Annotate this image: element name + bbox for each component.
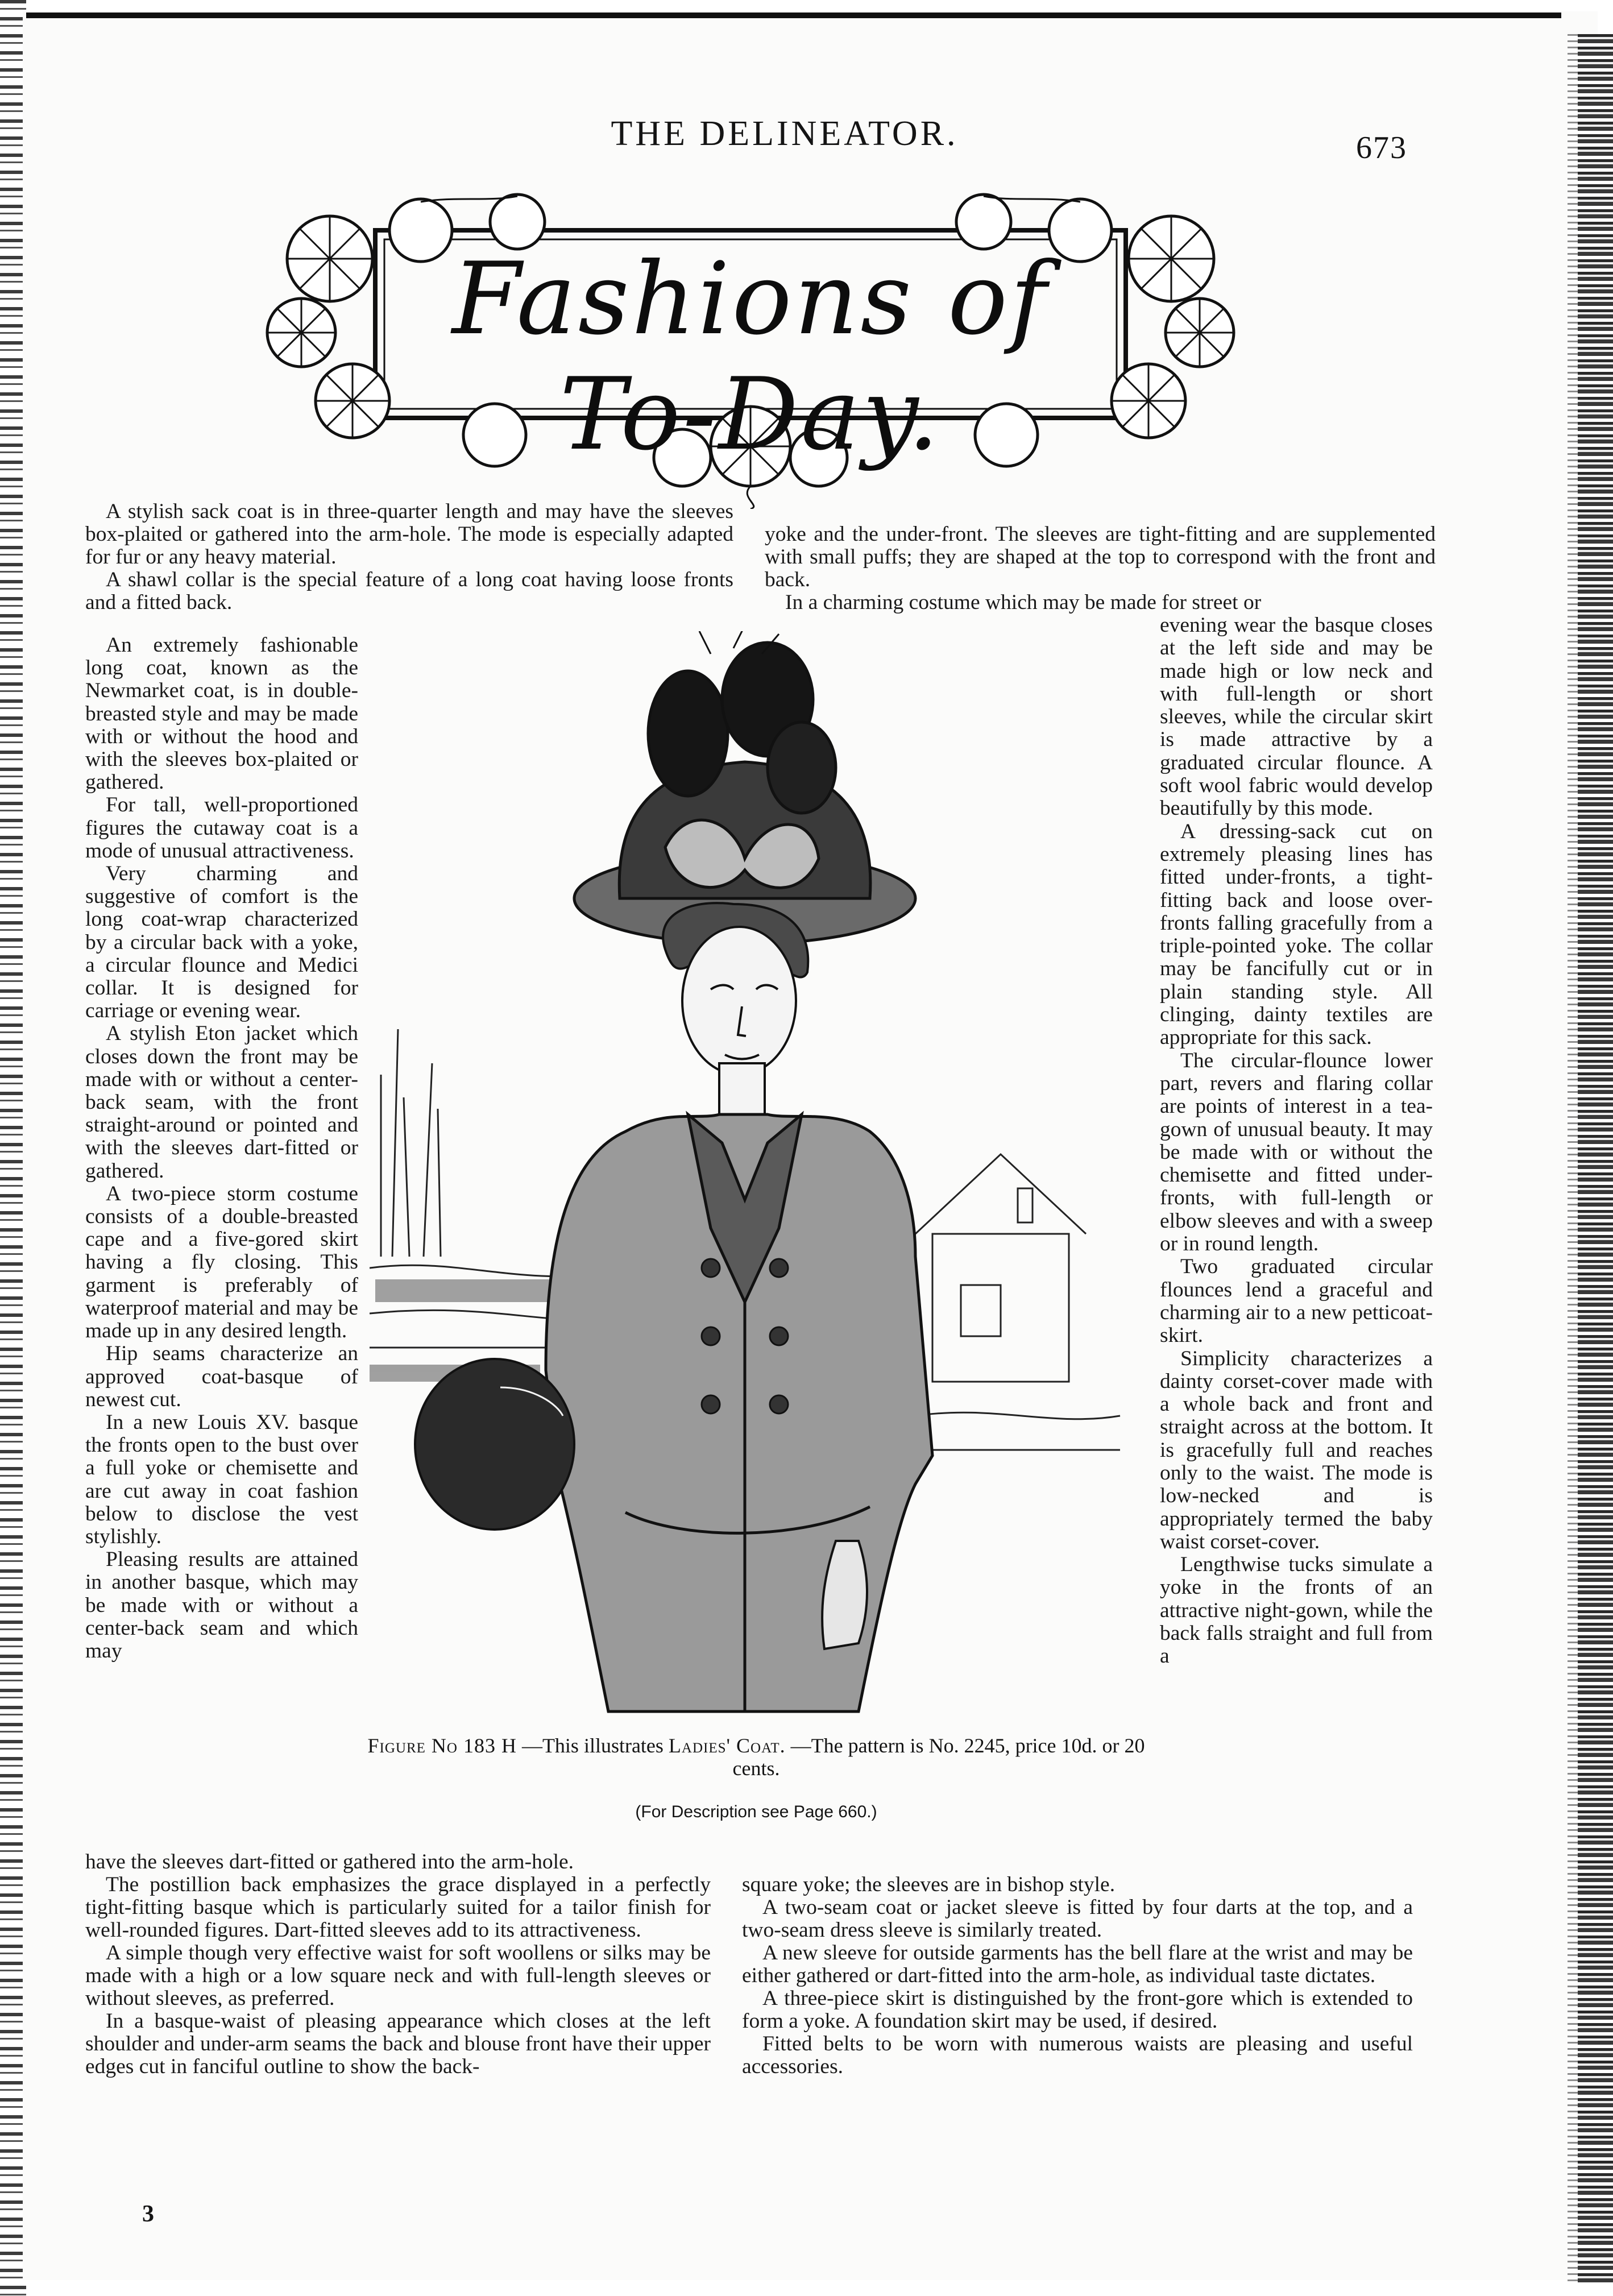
paragraph: A two-piece storm costume consists of a double-breasted cape and a five-gored skirt having a fly closing. This garment is preferably of waterproof material and may be made up in any desired length. — [85, 1182, 358, 1343]
caption-rest: —The pattern is No. 2245, price 10d. or 20 cents. — [732, 1734, 1145, 1780]
paragraph: A shawl collar is the special feature of a long coat having loose fronts and a fitted back. — [85, 568, 733, 614]
title-banner — [250, 190, 1251, 509]
paragraph: Fitted belts to be worn with numerous waists are pleasing and useful accessories. — [742, 2032, 1413, 2078]
paragraph: Two graduated circular flounces lend a graceful and charming air to a new petticoat-skirt. — [1160, 1255, 1433, 1348]
page-number: 673 — [1356, 130, 1407, 165]
printer-signature: 3 — [142, 2201, 154, 2227]
paragraph: have the sleeves dart-fitted or gathered into the arm-hole. — [85, 1850, 574, 1874]
paragraph: A stylish sack coat is in three-quarter length and may have the sleeves box-plaited or gathered into the arm-hole. The mode is especially adapted for fur or any heavy material. — [85, 500, 733, 569]
page-top-edge — [26, 13, 1561, 18]
paragraph: A stylish Eton jacket which closes down the front may be made with or without a center-back seam, with the front straight-around or pointed and with the sleeves dart-fitted or gathered. — [85, 1022, 358, 1183]
paragraph: An extremely fashionable long coat, known as the Newmarket coat, is in double-breasted style and may be made with or without the hood and with the sleeves box-plaited or gathered. — [85, 633, 358, 794]
paragraph: In a charming costume which may be made for street or — [785, 591, 1262, 614]
left-column-narrow — [85, 634, 358, 1663]
ladies-coat-figure-icon — [370, 631, 1131, 1729]
figure-caption — [353, 1734, 1160, 1780]
right-column-narrow — [1160, 614, 1433, 1668]
left-column-top — [85, 500, 733, 614]
paragraph: A new sleeve for outside garments has the bell flare at the wrist and may be either gathered or dart-fitted into the arm-hole, as individual taste dictates. — [742, 1941, 1413, 1987]
paragraph: A two-seam coat or jacket sleeve is fitted by four darts at the top, and a two-seam dress sleeve is similarly treated. — [742, 1896, 1413, 1942]
caption-label: Figure No 183 H — [367, 1734, 517, 1757]
paragraph: Hip seams characterize an approved coat-basque of newest cut. — [85, 1342, 358, 1411]
paragraph: A dressing-sack cut on extremely pleasing lines has fitted under-fronts, a tight-fitting back and loose over-fronts falling gracefully from a triple-pointed yoke. The collar may be fancifully cut or in plain standing style. All clinging, dainty textiles are appropriate for this sack. — [1160, 819, 1433, 1050]
banner-title: Fashions of To-Day. — [452, 242, 1049, 473]
left-column-bottom — [85, 1851, 711, 2078]
paragraph: square yoke; the sleeves are in bishop style. — [742, 1873, 1116, 1896]
caption-note: (For Description see Page 660.) — [635, 1802, 877, 1821]
right-column-bottom — [742, 1874, 1413, 2078]
caption-subject: Ladies' Coat. — [668, 1734, 786, 1757]
paragraph: The postillion back emphasizes the grace displayed in a perfectly tight-fitting basque which is particularly suited for a tailor finish for well-rounded figures. Dart-fitted sleeves add to its attractiveness. — [85, 1873, 711, 1942]
paragraph: Pleasing results are attained in another basque, which may be made with or without a center-back seam and which may — [85, 1548, 358, 1663]
scan-right-edge — [1578, 34, 1613, 2286]
paragraph: Very charming and suggestive of comfort is the long coat-wrap characterized by a circular back with a yoke, a circular flounce and Medici collar. It is designed for carriage or evening wear. — [85, 862, 358, 1023]
paragraph: A simple though very effective waist for soft woollens or silks may be made with a high or a low square neck and with full-length sleeves or without sleeves, as preferred. — [85, 1941, 711, 2010]
paragraph: yoke and the under-front. The sleeves are tight-fitting and are supplemented with small puffs; they are shaped at the top to correspond with the front and back. — [765, 523, 1436, 591]
paragraph: evening wear the basque closes at the left side and may be made high or low neck and with full-length or short sleeves, while the circular skirt is made attractive by a graduated circular flounce. A soft wool fabric would develop beautifully by this mode. — [1160, 614, 1433, 820]
right-column-top — [765, 523, 1436, 614]
paragraph: For tall, well-proportioned figures the cutaway coat is a mode of unusual attractiveness. — [85, 793, 358, 863]
paragraph: Simplicity characterizes a dainty corset-cover made with a whole back and front and straight across at the bottom. It is gracefully full and reaches only to the waist. The mode is low-necked and is appropriately termed the baby waist corset-cover. — [1160, 1346, 1433, 1553]
paragraph: A three-piece skirt is distinguished by the front-gore which is extended to form a yoke. A foundation skirt may be used, if desired. — [742, 1987, 1413, 2033]
paragraph: Lengthwise tucks simulate a yoke in the fronts of an attractive night-gown, while the back falls straight and full from a — [1160, 1553, 1433, 1668]
paragraph: In a new Louis XV. basque the fronts open to the bust over a full yoke or chemisette and are cut away in coat fashion below to disclose the vest stylishly. — [85, 1410, 358, 1548]
running-title: THE DELINEATOR. — [611, 114, 959, 153]
fashion-illustration — [370, 631, 1131, 1729]
caption-text: —This illustrates — [521, 1734, 664, 1757]
paragraph: In a basque-waist of pleasing appearance which closes at the left shoulder and under-arm seams the back and blouse front have their upper edges cut in fanciful outline to show the back- — [85, 2009, 711, 2078]
paragraph: The circular-flounce lower part, revers and flaring collar are points of interest in a tea-gown of unusual beauty. It may be made with or without the chemisette and fitted under-fronts, with full-length or elbow sleeves and with a sweep or in round length. — [1160, 1048, 1433, 1256]
scan-right-edge-inner — [1568, 34, 1578, 2286]
